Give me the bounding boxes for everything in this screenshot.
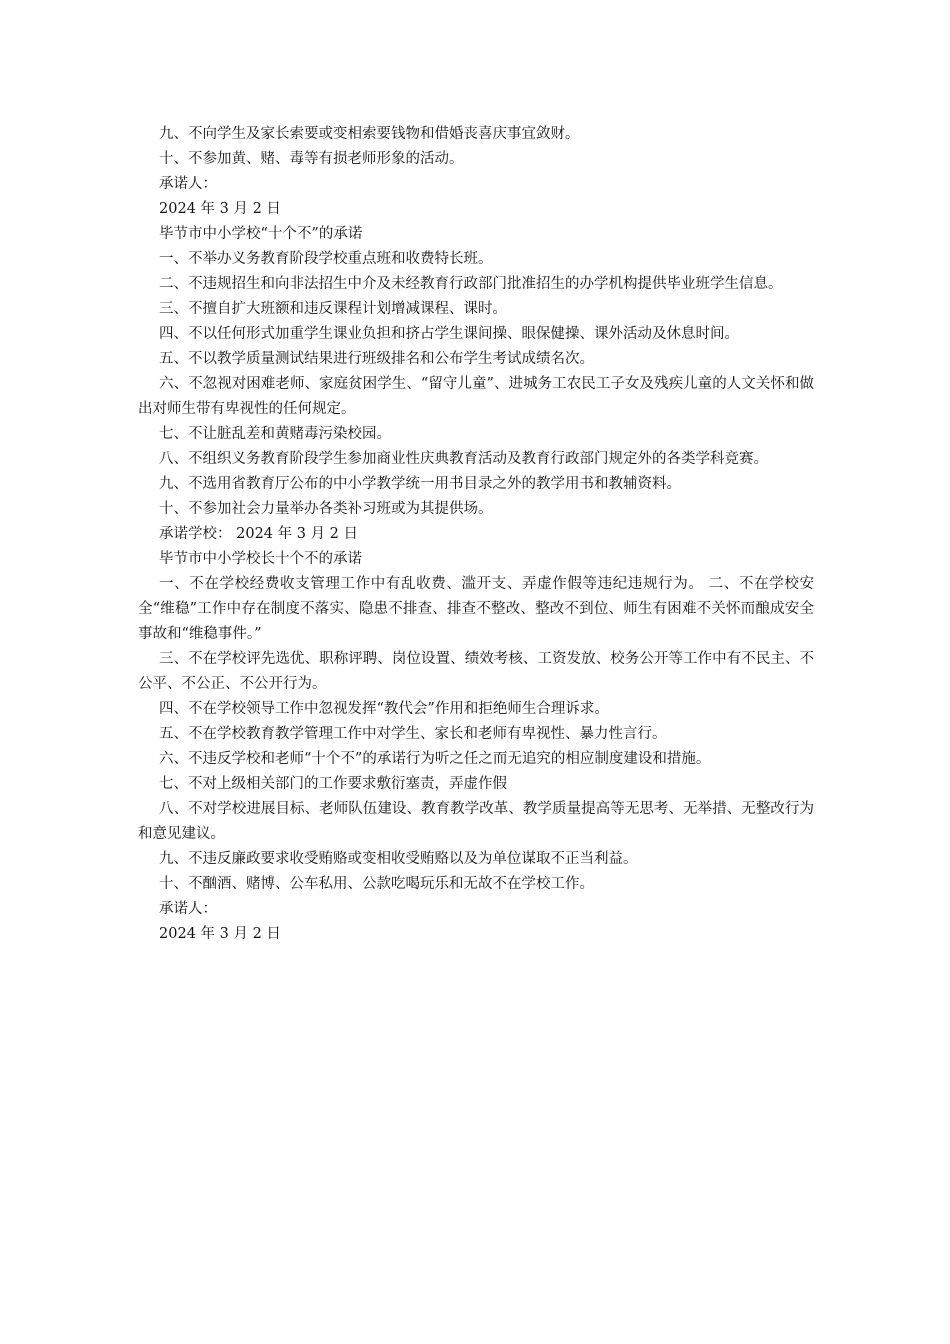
date-line: 2024 年 3 月 2 日 <box>159 201 281 217</box>
document-body <box>138 122 814 947</box>
paragraph: 一、不举办义务教育阶段学校重点班和收费特长班。 <box>159 251 493 267</box>
paragraph: 六、不忽视对困难老师、家庭贫困学生、“留守儿童”、进城务工农民工子女及残疾儿童的人文关怀和做出对师生带有卑视性的任何规定。 <box>138 376 814 417</box>
paragraph: 八、不组织义务教育阶段学生参加商业性庆典教育活动及教育行政部门规定外的各类学科竞赛。 <box>159 451 769 467</box>
paragraph: 一、不在学校经费收支管理工作中有乱收费、滥开支、弄虚作假等违纪违规行为。 二、不在学校安全“维稳”工作中存在制度不落实、隐患不排查、排查不整改、整改不到位、师生有困难不关怀而酿成安全事故和“维稳事件。” <box>138 576 814 642</box>
signature-date-line: 承诺学校： 2024 年 3 月 2 日 <box>159 526 359 542</box>
paragraph: 三、不擅自扩大班额和违反课程计划增减课程、课时。 <box>159 301 508 317</box>
paragraph: 五、不以教学质量测试结果进行班级排名和公布学生考试成绩名次。 <box>159 351 595 367</box>
paragraph: 十、不参加社会力量举办各类补习班或为其提供场。 <box>159 501 493 517</box>
paragraph: 七、不让脏乱差和黄赌毒污染校园。 <box>159 426 392 442</box>
section-title: 毕节市中小学校“十个不”的承诺 <box>159 226 363 242</box>
paragraph: 四、不在学校领导工作中忽视发挥“教代会”作用和拒绝师生合理诉求。 <box>159 701 609 717</box>
paragraph: 五、不在学校教育教学管理工作中对学生、家长和老师有卑视性、暴力性言行。 <box>159 726 667 742</box>
date-line: 2024 年 3 月 2 日 <box>159 926 281 942</box>
section-title: 毕节市中小学校长十个不的承诺 <box>159 551 363 567</box>
paragraph: 二、不违规招生和向非法招生中介及未经教育行政部门批准招生的办学机构提供毕业班学生信息。 <box>159 276 783 292</box>
paragraph: 六、不违反学校和老师“十个不”的承诺行为听之任之而无追究的相应制度建设和措施。 <box>159 751 711 767</box>
paragraph: 十、不参加黄、赌、毒等有损老师形象的活动。 <box>159 151 464 167</box>
paragraph: 九、不违反廉政要求收受贿赂或变相收受贿赂以及为单位谋取不正当利益。 <box>159 851 638 867</box>
paragraph: 九、不选用省教育厅公布的中小学教学统一用书目录之外的教学用书和教辅资料。 <box>159 476 682 492</box>
paragraph: 四、不以任何形式加重学生课业负担和挤占学生课间操、眼保健操、课外活动及休息时间。 <box>159 326 740 342</box>
signature-label: 承诺人： <box>159 901 218 917</box>
paragraph: 八、不对学校进展目标、老师队伍建设、教育教学改革、教学质量提高等无思考、无举措、无整改行为和意见建议。 <box>138 801 814 842</box>
paragraph: 三、不在学校评先选优、职称评聘、岗位设置、绩效考核、工资发放、校务公开等工作中有不民主、不公平、不公正、不公开行为。 <box>138 651 814 692</box>
paragraph: 七、不对上级相关部门的工作要求敷衍塞责，弄虚作假 <box>159 776 508 792</box>
paragraph: 十、不酗酒、赌博、公车私用、公款吃喝玩乐和无故不在学校工作。 <box>159 876 595 892</box>
signature-label: 承诺人： <box>159 176 218 192</box>
paragraph: 九、不向学生及家长索要或变相索要钱物和借婚丧喜庆事宜敛财。 <box>159 126 580 142</box>
